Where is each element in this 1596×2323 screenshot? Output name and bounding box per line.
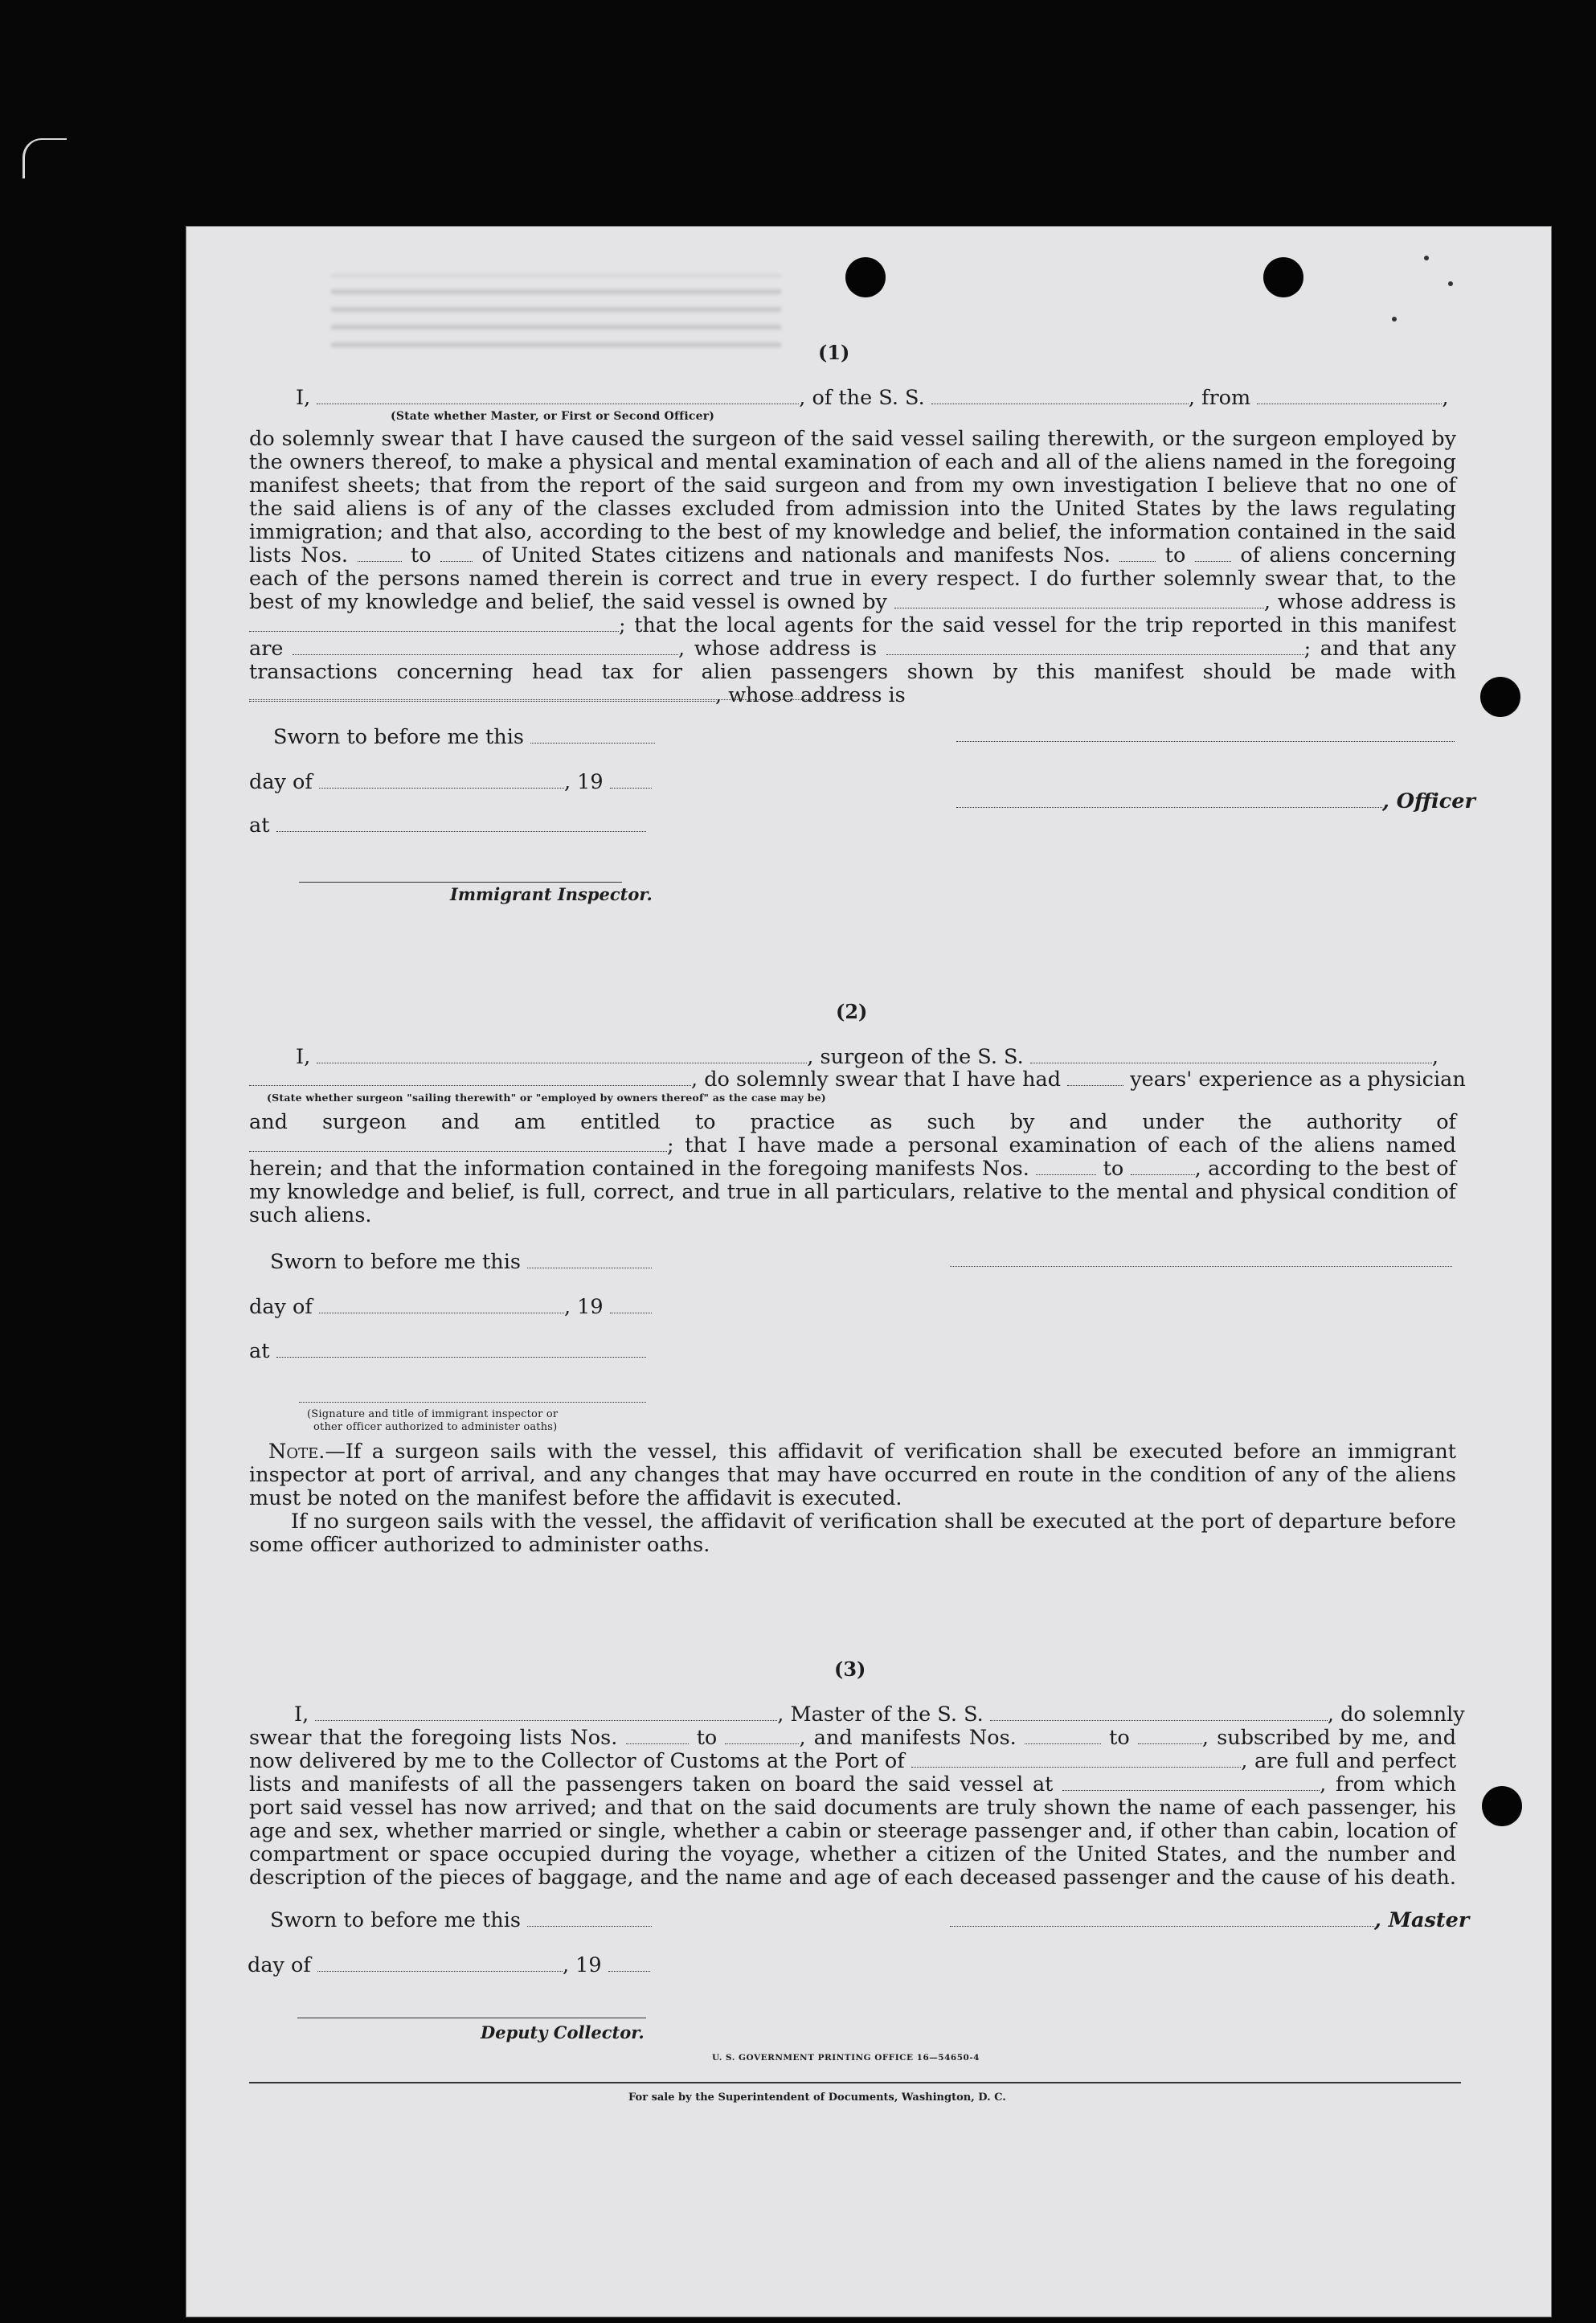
officer-name-field[interactable]	[317, 387, 799, 404]
month-field[interactable]	[319, 772, 564, 789]
section-1-number: (1)	[818, 341, 850, 364]
section-1-oath-paragraph	[249, 428, 1456, 707]
manifests-from-field[interactable]	[1025, 1727, 1101, 1744]
departure-port-field[interactable]	[1062, 1774, 1320, 1791]
sworn-day-field[interactable]	[530, 727, 655, 744]
oath-text: that I have made a personal examination of each of the aliens named herein; and that the information contained in the foregoing manifests Nos.	[249, 1133, 1457, 1181]
oath-text: , from which port said vessel has now arrived; and that on the said documents are truly shown the name of each passenger, his age and sex, whether married or single, whether a cabin or steerage passenger and, if other than cabin, location of compartment or space occupied during the voyage, whether a citizen of the United States, and the number and description of the pieces of baggage, and the name and age of each deceased passenger and the cause of his death.	[249, 1772, 1456, 1890]
label-owner-address: , whose address is	[1263, 590, 1456, 614]
punch-hole	[1480, 677, 1520, 717]
sworn-line-1	[273, 725, 655, 749]
label-sworn: Sworn to before me this	[270, 1250, 521, 1274]
label-to: to	[696, 1726, 718, 1750]
caption-signature-1: (Signature and title of immigrant inspector or	[307, 1408, 559, 1420]
day-of-line-1	[249, 770, 652, 794]
punct: ,	[678, 637, 685, 661]
printing-office-line: U. S. GOVERNMENT PRINTING OFFICE 16—54650-4	[712, 2053, 980, 2063]
manifests-from-field[interactable]	[1119, 545, 1156, 562]
oath-text: do solemnly swear that I have caused the surgeon of the said vessel sailing therewith, or the surgeon employed by the owners thereof, to make a physical and mental examination of each and all of the aliens named in the foregoing manifest sheets; that from the report of the said surgeon and from my own investigation I believe that no one of the said aliens is of any of the classes excluded from admission into the United States by the laws regulating immigration; and that also, according to the best of my knowledge and belief, the information contained in the said lists Nos.	[249, 427, 1456, 567]
sworn-line-2	[270, 1250, 652, 1274]
label-year: , 19	[562, 1953, 602, 1977]
section-1-line-1	[296, 386, 1448, 410]
master-name-field[interactable]	[315, 1704, 777, 1721]
agent-address-field[interactable]	[886, 638, 1304, 655]
lists-to-field[interactable]	[440, 545, 473, 562]
caption-surgeon-status: (State whether surgeon "sailing therewith" or "employed by owners thereof" as the case may be)	[267, 1092, 826, 1104]
oath-text: , subscribed by me, and now delivered by me to the Collector of Customs at the Port of	[249, 1726, 1457, 1773]
label-at: at	[249, 1339, 270, 1363]
inspector-signature-line[interactable]	[299, 1402, 646, 1403]
punct: ,	[1442, 386, 1449, 410]
sale-notice: For sale by the Superintendent of Documents, Washington, D. C.	[628, 2092, 1006, 2104]
note-label: Note.	[268, 1440, 325, 1464]
oath-text: and surgeon and am entitled to practice as such by and under the authority of	[249, 1110, 1456, 1134]
note-paragraph-2: If no surgeon sails with the vessel, the affidavit of verification shall be executed at the port of departure before some officer authorized to administer oaths.	[249, 1510, 1456, 1557]
oath-text: , according to the best of my knowledge and belief, is full, correct, and true in all particulars, relative to the mental and physical condition of such aliens.	[249, 1157, 1456, 1227]
at-place-field[interactable]	[276, 1341, 646, 1358]
note-paragraph-1	[249, 1440, 1456, 1510]
inspector-signature-line[interactable]	[299, 882, 622, 883]
note-text: —If a surgeon sails with the vessel, this affidavit of verification shall be executed before an immigrant inspector at port of arrival, and any changes that may have occurred en route in the condition of any of the aliens must be noted on the manifest before the affidavit is executed.	[249, 1440, 1456, 1510]
oath-text: swear that the foregoing lists Nos.	[249, 1726, 618, 1750]
oath-text: of United States citizens and nationals and manifests Nos.	[481, 543, 1111, 567]
manifests-from-field[interactable]	[1036, 1158, 1096, 1175]
year-field[interactable]	[608, 1955, 650, 1972]
month-field[interactable]	[319, 1297, 564, 1313]
at-line-2	[249, 1339, 646, 1363]
port-field[interactable]	[911, 1751, 1241, 1768]
label-to: to	[1103, 1157, 1124, 1181]
oath-text: , and manifests Nos.	[799, 1726, 1017, 1750]
caption-signature-2: other officer authorized to administer oaths)	[313, 1421, 558, 1433]
officer-line	[956, 789, 1475, 813]
label-i: I,	[296, 386, 311, 410]
label-from: , from	[1188, 386, 1251, 410]
master-signature-field[interactable]	[950, 1910, 1374, 1927]
year-field[interactable]	[610, 772, 652, 789]
manifests-to-field[interactable]	[1131, 1158, 1195, 1175]
owner-address-field[interactable]	[249, 615, 619, 632]
surgeon-signature-line[interactable]	[950, 1266, 1452, 1267]
label-sworn: Sworn to before me this	[270, 1908, 521, 1932]
speck	[1424, 256, 1429, 260]
section-2-number: (2)	[836, 1000, 868, 1023]
label-year: , 19	[563, 770, 604, 794]
label-of-ss: , of the S. S.	[799, 386, 925, 410]
footer-rule	[249, 2082, 1461, 2083]
section-2-oath-paragraph	[249, 1111, 1456, 1227]
label-master-of-ss: , Master of the S. S.	[777, 1702, 984, 1727]
oath-text: , do solemnly	[1327, 1702, 1465, 1727]
oath-text: ; and that any transactions concerning head tax for alien passengers shown by this manifest should be made with	[249, 637, 1456, 684]
day-of-line-2	[249, 1295, 652, 1319]
section-3-line-1	[294, 1702, 1465, 1727]
punct: ;	[619, 613, 626, 637]
label-day-of: day of	[249, 1295, 313, 1319]
label-day-of: day of	[249, 770, 313, 794]
vessel-name-field[interactable]	[990, 1704, 1328, 1721]
punch-hole	[845, 257, 886, 297]
sworn-day-field[interactable]	[527, 1252, 652, 1268]
head-tax-address-field[interactable]	[249, 699, 852, 700]
vessel-name-field[interactable]	[1030, 1047, 1432, 1063]
oath-text: , do solemnly swear that I have had	[691, 1067, 1062, 1092]
sworn-day-field[interactable]	[527, 1910, 652, 1927]
manifest-affidavit-page	[186, 227, 1551, 2317]
vessel-name-field[interactable]	[931, 387, 1189, 404]
authority-field[interactable]	[249, 1135, 667, 1152]
sworn-line-3	[270, 1908, 652, 1932]
label-to: to	[1164, 543, 1186, 567]
label-i: I,	[296, 1045, 311, 1069]
local-agents-field[interactable]	[293, 638, 678, 655]
label-agent-address: whose address is	[694, 637, 878, 661]
label-surgeon-of-ss: , surgeon of the S. S.	[807, 1045, 1024, 1069]
lists-from-field[interactable]	[358, 545, 402, 562]
month-field[interactable]	[317, 1955, 563, 1972]
punct: ,	[1431, 1045, 1438, 1069]
at-line-1	[249, 813, 646, 838]
manifests-to-field[interactable]	[1138, 1727, 1202, 1744]
label-i: I,	[294, 1702, 309, 1727]
label-at: at	[249, 813, 270, 838]
owner-field[interactable]	[894, 592, 1264, 608]
section-3-oath-paragraph	[249, 1727, 1456, 1890]
punch-hole	[1263, 257, 1303, 297]
label-master: , Master	[1374, 1908, 1470, 1932]
label-sworn: Sworn to before me this	[273, 725, 524, 749]
speck	[1392, 317, 1397, 322]
oath-text: , are full and perfect lists and manifests of all the passengers taken on board the said vessel at	[249, 1749, 1456, 1797]
bleed-through-text	[331, 275, 781, 347]
label-head-tax-address: , whose address is	[715, 683, 906, 707]
punct: ;	[667, 1133, 674, 1157]
years-experience-field[interactable]	[1067, 1069, 1123, 1086]
label-day-of: day of	[248, 1953, 311, 1977]
section-3-number: (3)	[834, 1657, 866, 1681]
day-of-line-3	[248, 1953, 650, 1977]
oath-text: of aliens concerning each of the persons named therein is correct and true in every respect. I do further solemnly swear that, to the best of my knowledge and belief, the said vessel is owned by	[249, 543, 1457, 614]
lists-from-field[interactable]	[626, 1727, 689, 1744]
section-2-line-1	[296, 1045, 1438, 1069]
officer-signature-field[interactable]	[956, 791, 1382, 808]
caption-officer-type: (State whether Master, or First or Second Officer)	[391, 410, 715, 423]
label-deputy-collector: Deputy Collector.	[481, 2022, 645, 2042]
label-to: to	[1109, 1726, 1130, 1750]
manifests-to-field[interactable]	[1195, 545, 1231, 562]
signature-line[interactable]	[956, 741, 1455, 742]
speck	[1448, 281, 1453, 286]
surgeon-status-field[interactable]	[249, 1069, 691, 1086]
master-line	[950, 1908, 1469, 1932]
section-2-line-2	[249, 1067, 1466, 1092]
year-field[interactable]	[610, 1297, 652, 1313]
lists-to-field[interactable]	[725, 1727, 799, 1744]
label-immigrant-inspector: Immigrant Inspector.	[450, 884, 653, 904]
punch-hole	[1482, 1786, 1522, 1826]
oath-text: that the local agents for the said vessel for the trip reported in this manifest are	[249, 613, 1456, 661]
label-year: , 19	[563, 1295, 604, 1319]
from-port-field[interactable]	[1257, 387, 1442, 404]
at-place-field[interactable]	[276, 815, 646, 832]
label-to: to	[410, 543, 432, 567]
oath-text: years' experience as a physician	[1130, 1067, 1466, 1092]
scan-edge-mark	[23, 138, 67, 178]
label-officer: , Officer	[1382, 789, 1475, 813]
surgeon-name-field[interactable]	[317, 1047, 807, 1063]
